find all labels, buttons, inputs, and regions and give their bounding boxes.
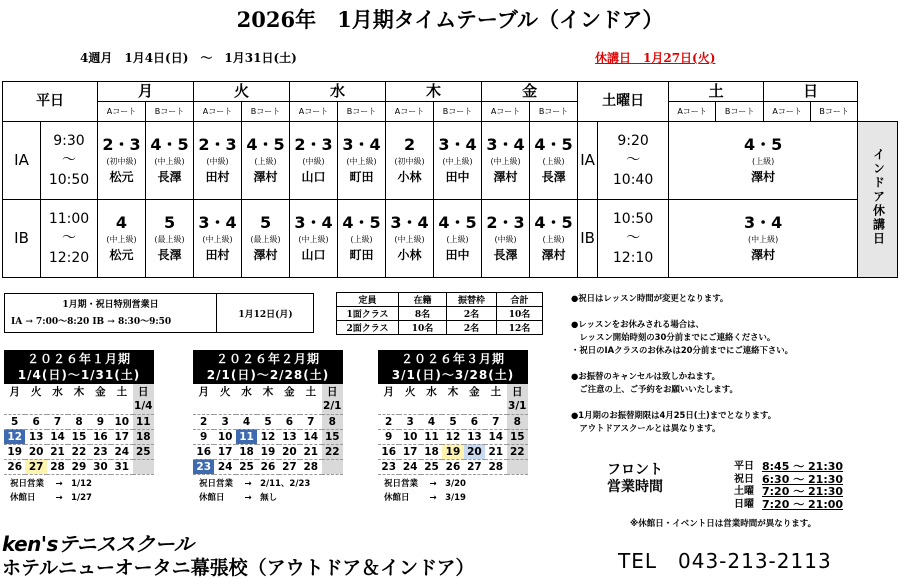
calendar-day: 27 <box>25 459 46 474</box>
calendar-day: 31 <box>111 459 132 474</box>
capacity-header: 振替枠 <box>447 293 497 307</box>
note-line: アウトドアスクールとは異なります。 <box>571 423 721 433</box>
calendar-day: 15 <box>507 429 528 444</box>
note-line: ●レッスンをお休みされる場合は、 <box>571 319 704 329</box>
calendar-dow: 金 <box>469 386 480 398</box>
calendar-day: 14 <box>300 429 321 444</box>
class-ib-label: IB <box>3 200 41 278</box>
calendar-day: 23 <box>90 444 111 459</box>
calendar-day <box>464 399 485 414</box>
calendar-day: 14 <box>47 429 68 444</box>
calendar-day <box>300 399 321 414</box>
slot-ia-6: 2 (初中級) 小林 <box>386 122 434 200</box>
calendar-day: 8 <box>322 414 343 429</box>
day-sun: 日 <box>764 82 858 102</box>
sat-ib-slot: 3・4 (中上級) 澤村 <box>669 200 858 278</box>
calendar-day: 24 <box>214 459 235 474</box>
page-title: 2026年 1月期タイムテーブル（インドア） <box>236 7 664 32</box>
calendar-day <box>133 459 154 474</box>
calendar-day <box>90 399 111 414</box>
court-a: Aコート <box>194 102 242 122</box>
calendar-day: 21 <box>300 444 321 459</box>
calendar-day: 6 <box>25 414 46 429</box>
calendar-day: 3 <box>214 414 235 429</box>
calendar-day: 16 <box>90 429 111 444</box>
calendar-day <box>257 399 278 414</box>
hours-day: 平日 <box>734 461 754 472</box>
calendar-day: 1/4 <box>134 400 153 413</box>
capacity-header: 合計 <box>497 293 543 307</box>
slot-ib-6: 3・4 (中上級) 小林 <box>386 200 434 278</box>
calendar-day: 30 <box>90 459 111 474</box>
calendar-day: 21 <box>47 444 68 459</box>
court-a: Aコート <box>482 102 530 122</box>
calendar-day: 2 <box>378 414 399 429</box>
calendar-day: 11 <box>421 429 442 444</box>
slot-ib-8: 2・3 (中級) 長澤 <box>482 200 530 278</box>
calendar-dow: 木 <box>447 386 459 398</box>
day-mon: 月 <box>98 82 194 102</box>
calendar-day: 6 <box>279 414 300 429</box>
calendar-dow: 日 <box>507 384 528 399</box>
calendar-day: 25 <box>133 444 154 459</box>
special-times: IA → 7:00～8:20 IB → 8:30～9:50 <box>11 317 172 327</box>
calendar-day: 28 <box>47 459 68 474</box>
note-line <box>571 396 896 409</box>
calendar-footer: 祝日営業 → 3/20 休館日 → 3/19 <box>384 478 466 503</box>
calendar-march <box>378 350 528 505</box>
calendar-day: 19 <box>442 444 463 459</box>
note-line: ●1月期のお振替期限は4月25日(土)までとなります。 <box>571 410 777 420</box>
calendar-day: 25 <box>236 459 257 474</box>
calendar-day: 5 <box>4 414 25 429</box>
hours-time: 7:20 ～ 21:00 <box>762 497 844 511</box>
calendar-day: 2/1 <box>323 400 342 413</box>
day-thu: 木 <box>386 82 482 102</box>
calendar-day <box>193 399 214 414</box>
capacity-cell: 2名 <box>447 307 497 321</box>
court-a: Aコート <box>386 102 434 122</box>
calendar-day <box>322 459 343 474</box>
court-b: Bコート <box>338 102 386 122</box>
calendar-day: 4 <box>421 414 442 429</box>
calendar-day: 14 <box>485 429 506 444</box>
calendar-dow: 月 <box>9 386 20 398</box>
hours-time: 7:20 ～ 21:30 <box>762 485 844 498</box>
calendar-day: 26 <box>4 459 25 474</box>
calendar-day <box>68 399 89 414</box>
calendar-day <box>279 399 300 414</box>
telephone: TEL 043-213-2113 <box>618 549 832 573</box>
hours-day: 土曜 <box>734 486 754 497</box>
calendar-day: 5 <box>257 414 278 429</box>
calendar-day: 8 <box>507 414 528 429</box>
calendar-day: 10 <box>399 429 420 444</box>
calendar-day: 5 <box>442 414 463 429</box>
calendar-dow: 木 <box>262 386 274 398</box>
calendar-day: 24 <box>111 444 132 459</box>
timetable <box>2 81 898 278</box>
calendar-day: 20 <box>464 444 485 459</box>
calendar-day: 10 <box>111 414 132 429</box>
calendar-footer: 祝日営業 → 2/11、2/23 休館日 → 無し <box>199 478 311 503</box>
calendar-day: 2 <box>193 414 214 429</box>
slot-ia-4: 2・3 (中級) 山口 <box>290 122 338 200</box>
calendar-day: 20 <box>25 444 46 459</box>
calendar-day: 17 <box>214 444 235 459</box>
calendar-header: ２０２６年１月期 1/4(日)～1/31(土) <box>4 350 154 384</box>
capacity-cell: 2面クラス <box>337 321 399 335</box>
calendar-day <box>47 399 68 414</box>
calendar-day <box>442 399 463 414</box>
calendar-dow: 木 <box>73 386 85 398</box>
calendar-header: ２０２６年２月期 2/1(日)～2/28(土) <box>193 350 343 384</box>
class-ib-sat-time: 10:50 ～ 12:10 <box>598 200 669 278</box>
slot-ib-5: 4・5 (上級) 町田 <box>338 200 386 278</box>
calendar-day <box>25 399 46 414</box>
slot-ia-9: 4・5 (上級) 長澤 <box>530 122 578 200</box>
calendar-day: 9 <box>193 429 214 444</box>
court-b: Bコート <box>530 102 578 122</box>
calendar-day: 20 <box>279 444 300 459</box>
slot-ib-3: 5 (最上級) 澤村 <box>242 200 290 278</box>
calendar-day: 13 <box>464 429 485 444</box>
calendar-february <box>193 350 343 505</box>
calendar-dow: 水 <box>241 386 252 398</box>
note-line: ご注意の上、ご予約をお願いいたします。 <box>571 384 738 394</box>
calendar-dow: 火 <box>219 386 231 398</box>
slot-ib-2: 3・4 (中上級) 田村 <box>194 200 242 278</box>
calendar-day: 23 <box>193 459 214 474</box>
calendar-day: 15 <box>68 429 89 444</box>
slot-ia-7: 3・4 (中上級) 田中 <box>434 122 482 200</box>
calendar-day <box>378 399 399 414</box>
calendar-dow: 金 <box>284 386 295 398</box>
class-ia-sat-time: 9:20 ～ 10:40 <box>598 122 669 200</box>
class-ia-label: IA <box>3 122 41 200</box>
class-ib-sat-label: IB <box>578 200 598 278</box>
calendar-header: ２０２６年３月期 3/1(日)～3/28(土) <box>378 350 528 384</box>
slot-ia-1: 4・5 (中上級) 長澤 <box>146 122 194 200</box>
court-a: Aコート <box>669 102 716 122</box>
calendar-day: 22 <box>507 444 528 459</box>
note-line: レッスン開始時刻の30分前までにご連絡ください。 <box>571 332 776 342</box>
class-ib-time: 11:00 ～ 12:20 <box>41 200 98 278</box>
note-line: ●祝日はレッスン時間が変更となります。 <box>571 293 729 303</box>
calendar-day: 27 <box>464 459 485 474</box>
brand-logo: ken'sテニススクール <box>2 532 194 556</box>
calendar-day: 13 <box>279 429 300 444</box>
capacity-cell: 8名 <box>399 307 447 321</box>
calendar-day: 15 <box>322 429 343 444</box>
calendar-dow: 火 <box>30 386 42 398</box>
slot-ia-0: 2・3 (初中級) 松元 <box>98 122 146 200</box>
calendar-day: 10 <box>214 429 235 444</box>
calendar-day <box>421 399 442 414</box>
calendar-day <box>214 399 235 414</box>
calendar-dow: 月 <box>383 386 394 398</box>
calendar-day: 29 <box>68 459 89 474</box>
slot-ib-0: 4 (中上級) 松元 <box>98 200 146 278</box>
calendar-day: 27 <box>279 459 300 474</box>
calendar-day: 4 <box>236 414 257 429</box>
hours-time: 6:30 ～ 21:30 <box>762 472 844 486</box>
calendar-day: 22 <box>322 444 343 459</box>
calendar-day: 21 <box>485 444 506 459</box>
calendar-dow: 月 <box>198 386 209 398</box>
capacity-header: 在籍 <box>399 293 447 307</box>
court-b: Bコート <box>716 102 764 122</box>
court-b: Bコート <box>434 102 482 122</box>
saturday-header: 土曜日 <box>578 82 669 122</box>
calendar-dow: 水 <box>426 386 437 398</box>
note-line: ・祝日のIAクラスのお休みは20分前までにご連絡下さい。 <box>571 345 793 355</box>
capacity-cell: 1面クラス <box>337 307 399 321</box>
hours-note: ※休館日・イベント日は営業時間が異なります。 <box>630 519 817 529</box>
class-ia-sat-label: IA <box>578 122 598 200</box>
court-b: Bコート <box>242 102 290 122</box>
calendar-day: 19 <box>4 444 25 459</box>
slot-ib-1: 5 (最上級) 長澤 <box>146 200 194 278</box>
hours-day: 日曜 <box>734 498 754 510</box>
weekday-header: 平日 <box>3 82 98 122</box>
special-title: 1月期・祝日特別営業日 <box>62 300 159 310</box>
calendar-day: 7 <box>485 414 506 429</box>
day-tue: 火 <box>194 82 290 102</box>
slot-ib-9: 4・5 (上級) 澤村 <box>530 200 578 278</box>
calendar-day: 13 <box>25 429 46 444</box>
calendar-day: 24 <box>399 459 420 474</box>
calendar-day: 16 <box>378 444 399 459</box>
day-fri: 金 <box>482 82 578 102</box>
calendar-day: 9 <box>378 429 399 444</box>
calendar-day: 12 <box>442 429 463 444</box>
calendar-day: 8 <box>68 414 89 429</box>
capacity-cell: 12名 <box>497 321 543 335</box>
calendar-dow: 日 <box>133 384 154 399</box>
calendar-dow: 土 <box>116 386 128 398</box>
calendar-day: 18 <box>236 444 257 459</box>
special-holiday-box <box>4 293 314 333</box>
calendar-dow: 土 <box>490 386 502 398</box>
court-b: Bコート <box>811 102 858 122</box>
hours-time: 8:45 ～ 21:30 <box>762 460 844 473</box>
capacity-cell: 10名 <box>497 307 543 321</box>
day-sat: 土 <box>669 82 764 102</box>
calendar-dow: 日 <box>322 384 343 399</box>
calendar-dow: 金 <box>95 386 106 398</box>
hours-day: 祝日 <box>734 473 754 485</box>
calendar-day: 25 <box>421 459 442 474</box>
sunday-closed: インドア休講日 <box>858 122 898 278</box>
calendar-day: 3 <box>399 414 420 429</box>
front-desk-label: フロント 営業時間 <box>607 462 663 495</box>
court-a: Aコート <box>98 102 146 122</box>
note-line: ●お振替のキャンセルは致しかねます。 <box>571 371 721 381</box>
calendar-day <box>399 399 420 414</box>
school-name: ホテルニューオータニ幕張校（アウトドア＆インドア） <box>2 557 475 579</box>
calendar-day: 19 <box>257 444 278 459</box>
calendar-day: 6 <box>464 414 485 429</box>
calendar-day: 9 <box>90 414 111 429</box>
calendar-january <box>4 350 154 505</box>
notes <box>571 292 896 435</box>
calendar-day: 11 <box>133 414 154 429</box>
calendar-day: 28 <box>485 459 506 474</box>
class-ia-time: 9:30 ～ 10:50 <box>41 122 98 200</box>
calendar-day: 7 <box>300 414 321 429</box>
sat-ia-slot: 4・5 (上級) 澤村 <box>669 122 858 200</box>
calendar-day: 18 <box>421 444 442 459</box>
holiday-notice: 休講日 1月27日(火) <box>595 51 716 65</box>
calendar-dow: 土 <box>305 386 317 398</box>
calendar-day: 22 <box>68 444 89 459</box>
calendar-day <box>507 459 528 474</box>
calendar-day: 23 <box>378 459 399 474</box>
front-hours <box>730 461 847 511</box>
calendar-day: 26 <box>442 459 463 474</box>
note-line <box>571 305 896 318</box>
calendar-day <box>236 399 257 414</box>
court-b: Bコート <box>146 102 194 122</box>
calendar-day: 12 <box>257 429 278 444</box>
court-a: Aコート <box>764 102 811 122</box>
slot-ia-2: 2・3 (中級) 田村 <box>194 122 242 200</box>
calendar-day <box>4 399 25 414</box>
calendar-footer: 祝日営業 → 1/12 休館日 → 1/27 <box>10 478 92 503</box>
calendar-day: 3/1 <box>508 400 527 413</box>
calendar-dow: 水 <box>52 386 63 398</box>
calendar-day <box>485 399 506 414</box>
slot-ib-7: 4・5 (上級) 田中 <box>434 200 482 278</box>
calendar-day: 26 <box>257 459 278 474</box>
note-line <box>571 357 896 370</box>
slot-ia-3: 4・5 (上級) 澤村 <box>242 122 290 200</box>
slot-ib-4: 3・4 (中上級) 山口 <box>290 200 338 278</box>
calendar-day: 12 <box>4 429 25 444</box>
calendar-day: 7 <box>47 414 68 429</box>
term-period: 4週月 1月4日(日) ～ 1月31日(土) <box>80 51 297 65</box>
calendar-day: 28 <box>300 459 321 474</box>
calendar-day: 16 <box>193 444 214 459</box>
capacity-cell: 10名 <box>399 321 447 335</box>
slot-ia-5: 3・4 (中上級) 町田 <box>338 122 386 200</box>
calendar-day <box>111 399 132 414</box>
calendar-dow: 火 <box>404 386 416 398</box>
calendar-day: 11 <box>236 429 257 444</box>
court-a: Aコート <box>290 102 338 122</box>
capacity-header: 定員 <box>337 293 399 307</box>
calendar-day: 18 <box>133 429 154 444</box>
calendar-day: 17 <box>111 429 132 444</box>
capacity-table <box>336 292 543 335</box>
capacity-cell: 2名 <box>447 321 497 335</box>
day-wed: 水 <box>290 82 386 102</box>
calendar-day: 17 <box>399 444 420 459</box>
special-date: 1月12日(月) <box>238 309 293 320</box>
slot-ia-8: 3・4 (中上級) 澤村 <box>482 122 530 200</box>
